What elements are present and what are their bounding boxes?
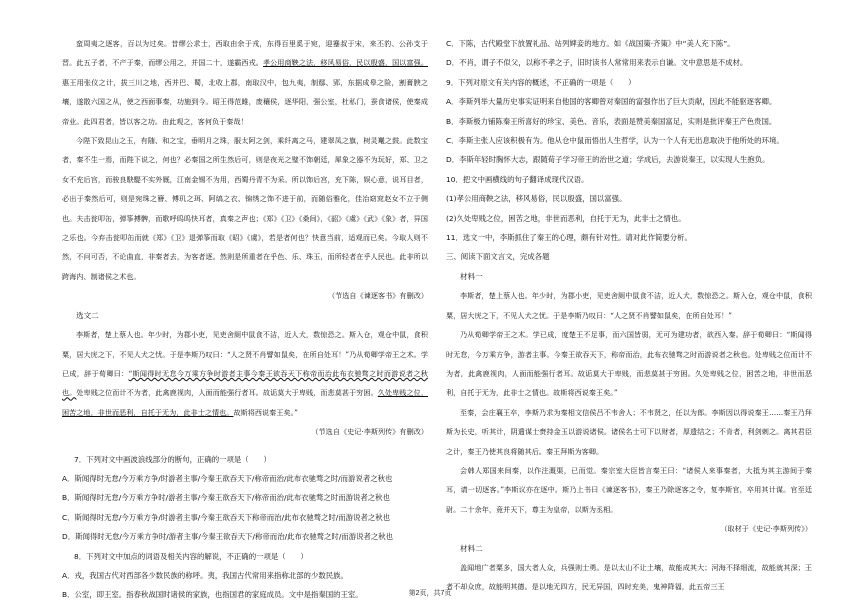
question-9: 9．下列对原文有关内容的概述，不正确的一项是（ ） <box>446 77 636 87</box>
underlined-sentence: 孝公用商鞅之法，移风易俗，民以殷盛，国以富强。 <box>262 58 428 68</box>
question-7-option[interactable]: D．斯闻得时无怠/今万乘方争时/游者主事/今秦王欲吞天下/称帝而治/此布衣驰骛之时/而游说者之秋也 <box>62 532 394 542</box>
text-span: 处卑贱之位而计不为者，此禽鹿视肉，人面而能强行者耳。故诟莫大于卑贱，而悲莫甚于穷困。 <box>76 388 378 398</box>
material-1-paragraph-4: 会韩人郑国来间秦，以作注溉渠，已而觉。秦宗室大臣皆言秦王曰：“诸侯人来事秦者，大抵为其主游间于秦耳，请一切逐客。”李斯议亦在逐中。斯乃上书曰《谏逐客书》，秦王乃除逐客之令，复李斯官，卒用其计谋。官至廷尉。二十余年，竟并天下，尊主为皇帝，以斯为丞相。 <box>446 465 812 514</box>
right-column <box>446 34 812 597</box>
material-1-title: 材料一 <box>460 271 483 281</box>
passage-2-paragraph <box>62 325 428 422</box>
text-span: 乃从荀卿学帝王之术。学已成，辞于荀卿曰： <box>62 349 428 378</box>
material-1-paragraph-2: 乃从荀卿学帝王之术。学已成，度楚王不足事，而六国皆弱，无可为建功者，欲西入秦。辞于荀卿曰：“斯闻得时无怠，今万乘方争，游者主事。今秦王欲吞天下，称帝而治，此布衣驰骛之时而游说者之秋也。处卑贱之位而计不为者，此禽鹿视肉，人面而能强行者耳。故诟莫大于卑贱，而悲莫甚于穷困。久处卑贱之位，困苦之地，非世而恶利，自托于无为，此非士之情也。故斯将西说秦王矣。” <box>446 330 812 398</box>
passage-1-paragraph-1 <box>62 34 428 131</box>
question-9-option[interactable]: B．李斯极力铺陈秦王所喜好的珍宝、美色、音乐，表面是赞美秦国富足，实则是批评秦王产色贵国。 <box>446 116 777 126</box>
question-10-item: (2)久处卑贱之位，困苦之地，非世而恶利，自托于无为，此非士之情也。 <box>446 213 686 223</box>
section-3-heading: 三、阅读下面文言文，完成各题 <box>446 252 550 262</box>
question-9-option[interactable]: D．李斯年轻时胸怀大志，跟随荀子学习帝王的治世之道；学成后，去游说秦王，以实现人生抱负。 <box>446 155 770 165</box>
question-10: 10．把文中画横线的句子翻译成现代汉语。 <box>446 174 589 184</box>
question-8-option[interactable]: D．不肖，谓子不似父，以称不孝之子，旧时读书人常常用来表示自谦。文中意思是不成材。 <box>446 58 748 68</box>
material-1-paragraph-3: 至秦，会庄襄王卒，李斯乃求为秦相文信侯吕不韦舍人；不韦贤之，任以为郎。李斯因以得说秦王……秦王乃拜斯为长史，听其计，阴遣谋士赍持金玉以游说诸侯。诸侯名士可下以财者，厚遗结之；不肯者，利剑刺之。离其君臣之计，秦王乃使其良将随其后。秦王拜斯为客卿。 <box>446 407 812 456</box>
passage-2-title: 选文二 <box>76 310 99 320</box>
text-span: 蛮周夷之逐客，百以为过矣。昔缪公求士，西取由余于戎，东得百里奚于宛，迎蹇叔于宋，来丕豹、公孙支于晋。此五子者，不产于秦，而缪公用之，并国二十，遂霸西戎。 <box>62 39 428 68</box>
question-8-option[interactable]: C．下陈，古代殿堂下放置礼品、站列婢妾的地方。如《战国策·齐策》中“美人充下陈”。 <box>446 39 735 48</box>
question-7-option[interactable]: A．斯闻得时无怠/今万乘方争/时游者主事/今秦王欲吞天下/称帝而治/此布衣驰骛之时/而游说者之秋也 <box>62 473 393 483</box>
question-11: 11．选文一中，李斯抓住了秦王的心理，颇有针对性。请对此作简要分析。 <box>446 233 692 243</box>
question-10-item: (1)孝公用商鞅之法，移风易俗，民以殷盛，国以富强。 <box>446 194 627 204</box>
wavy-underlined-sentence: “斯闻得时无怠今万乘方争时游者主事今秦王欲吞天下称帝而治此布衣驰骛之时而游说者之秋也。 <box>62 368 428 398</box>
material-2-paragraph-1: 盖闻地广者粟多，国大者人众，兵强则士勇。是以太山不让土壤，故能成其大；河海不择细流，故能就其深；王者不却众庶，故能明其德。是以地无四方，民无异国，四时充美，鬼神降福，此五帝三王 <box>446 562 812 592</box>
question-7-option[interactable]: B．斯闻得时无怠/今万乘方争时/游者主事/今秦王欲吞天下/称帝而治/此布衣驰骛之时而游说者之秋也 <box>62 493 390 503</box>
question-8-option[interactable]: B．公室，即王室。指春秋战国时诸侯的家族，也指国君的家庭成员。文中是指秦国的王室。 <box>62 590 363 600</box>
source-citation-1: （节选自《谏逐客书》有删改） <box>327 291 428 301</box>
question-9-option[interactable]: A．李斯列举大量历史事实证明来自他国的客卿曾对秦国的富强作出了巨大贡献，因此不能驱逐客卿。 <box>446 97 777 107</box>
material-1-paragraph-1: 李斯者，楚上蔡人也。年少时，为郡小吏，见吏舍厕中鼠食不洁，近人犬，数惊恐之。斯入仓，观仓中鼠，食积粟，居大庑之下，不见人犬之忧。于是李斯乃叹曰：“人之贤不肖譬如鼠矣，在所自处耳！” <box>446 291 812 320</box>
source-citation-2: （节选自《史记·李斯列传》有删改） <box>311 427 428 437</box>
question-7: 7．下列对文中画波浪线部分的断句，正确的一项是（ ） <box>74 454 271 464</box>
text-span: 故斯将西说秦王矣。” <box>233 407 298 417</box>
left-column <box>62 34 428 605</box>
text-span: 惠王用张仪之计，拔三川之地，西并巴、蜀，北收上郡，南取汉中，包九夷，制鄢、郢，东据成皋之险，割膏腴之壤，遂散六国之从，使之西面事秦，功施到今。昭王得范雎，废穰侯，逐华阳，强公室，杜私门，蚕食诸侯，使秦成帝业。此四君者，皆以客之功。由此观之，客何负于秦哉！ <box>62 77 428 126</box>
question-8-option[interactable]: A．戎，我国古代对西部各少数民族的称呼。夷，我国古代常用来指称北部的少数民族。 <box>62 570 348 580</box>
text-span: 李斯者，楚上蔡人也。年少时，为郡小吏，见吏舍厕中鼠食不洁，近人犬，数惊恐之。斯入仓，观仓中鼠，食积粟，居大庑之下，不见人犬之忧。于是李斯乃叹曰：“人之贤不肖譬如鼠矣，在所自处耳！” <box>62 330 428 359</box>
question-9-option[interactable]: C．李斯主张人应该积极有为。他从仓中鼠而悟出人生哲学，认为一个人有无出息取决于他所处的环境。 <box>446 136 784 146</box>
material-2-title: 材料二 <box>460 543 483 553</box>
source-citation-3: （取材于《史记·李斯列传》） <box>720 524 812 534</box>
page-number: 第2页，共7页 <box>408 590 452 597</box>
question-8: 8．下列对文中加点的词语及相关内容的解说，不正确的一项是（ ） <box>74 551 308 561</box>
passage-1-paragraph-2: 今陛下致昆山之玉，有随、和之宝，垂明月之珠，服太阿之剑，乘纤离之马，建翠凤之旗，树灵鼍之鼓。此数宝者，秦不生一焉，而陛下说之，何也？必秦国之所生然后可，则是夜光之璧不饰朝廷，犀象之器不为玩好，郑、卫之女不充后宫，而骏良駃騠不实外厩，江南金锡不为用，西蜀丹青不为采。所以饰后宫，充下陈，娱心意，说耳目者，必出于秦然后可，则是宛珠之簪、傅玑之珥、阿缟之衣、锦绣之饰不进于前，而随俗雅化，佳冶窈窕赵女不立于侧也。夫击瓮叩缶，弹筝搏髀，而歌呼呜呜快耳者，真秦之声也；《郑》《卫》《桑间》，《韶》《虞》《武》《象》者，异国之乐也。今弃击瓮叩缶而就《郑》《卫》退弹筝而取《昭》《虞》，若是者何也？快意当前，适观而已矣。今取人则不然，不问可否，不论曲直，非秦者去，为客者逐。然则是所重者在乎色、乐、珠玉，而所轻者在乎人民也。此非所以跨海内、制诸侯之术也。 <box>62 136 428 281</box>
question-7-option[interactable]: C．斯闻得时无怠/今万乘方争/时游者主事/今秦王欲吞天下称帝而治/此布衣驰骛之时/而游说者之秋也 <box>62 512 391 522</box>
underlined-sentence: 久处卑贱之位，困苦之地，非世而恶利，自托于无为，此非士之情也。 <box>62 388 428 417</box>
